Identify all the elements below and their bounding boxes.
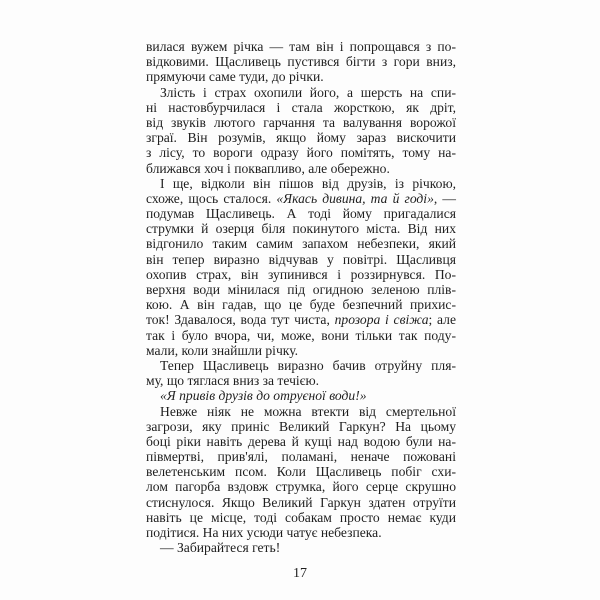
text-segment: струмки й озерця біля покинутого міста. Від них [146,221,456,237]
text-segment: стиснулося. Якщо Великий Гаркун здатен отруїти [146,494,456,510]
text-segment: загрози, яку приніс Великий Гаркун? На цьому [146,418,456,434]
text-line [146,479,456,494]
text-line [146,312,456,327]
text-line [146,236,456,251]
text-segment: мали, коли знайшли річку. [146,342,299,358]
text-line [146,525,456,540]
text-segment: верхня води мінилася під огидною зеленою плів- [146,282,456,297]
italic-text: «Якась дивина, та й годі» [276,190,434,206]
text-line [146,54,456,69]
text-segment: так і було вчора, чи, може, вони тільки так поду- [146,327,456,343]
text-line [146,130,456,145]
text-line [146,419,456,434]
text-segment: від звуків лютого гарчання та валування ворожої [146,114,456,130]
text-line [146,540,456,555]
text-segment: відковими. Щасливець пустився бігти з гори вниз, [146,54,456,70]
text-segment: вилася вужем річка — там він і попрощався з по- [146,39,456,54]
text-segment: з лісу, то вороги одразу його помітять, тому на- [146,145,456,161]
text-segment: боці ріки навіть дерева й кущі над водою були на- [146,433,456,449]
text-segment: відгонило таким самим запахом небезпеки, який [146,236,456,252]
text-line [146,510,456,525]
text-segment: Невже ніяк не можна втекти від смертельної [160,403,456,419]
text-line [146,328,456,343]
text-segment: , — [433,190,457,206]
text-segment: навіть це місце, тоді собакам просто немає куди [146,509,456,525]
text-line [146,464,456,479]
text-segment: ток! Здавалося, вода тут чиста, [146,312,335,328]
italic-text: прозора і свіжа [334,312,429,328]
text-line [146,145,456,160]
text-line [146,176,456,191]
text-line [146,221,456,236]
text-segment: ні настовбурчилася і стала жорсткою, як дріт, [146,99,456,115]
text-line [146,434,456,449]
text-line [146,39,456,54]
text-segment: ; але [428,312,456,328]
text-segment: прямуючи саме туди, до річки. [146,69,324,85]
text-line [146,100,456,115]
text-line [146,282,456,297]
text-line [146,388,456,403]
text-line [146,252,456,267]
text-line [146,191,456,206]
page-body-text [146,39,456,555]
text-line [146,267,456,282]
text-line [146,85,456,100]
text-segment: — Забирайтеся геть! [160,540,281,556]
italic-text: «Я привів друзів до отруєної води!» [160,388,367,404]
text-segment: охопив страх, він зупинився і роззирнувся. По- [146,266,456,282]
text-line [146,373,456,388]
text-segment: лом пагорба вздовж струмка, його серце скрушно [146,479,456,495]
text-line [146,343,456,358]
text-line [146,161,456,176]
text-segment: велетенським псом. Коли Щасливець побіг схи- [146,464,456,480]
text-line [146,115,456,130]
text-segment: Тепер Щасливець виразно бачив отруйну пля- [160,357,456,373]
text-segment: подумав Щасливець. А тоді йому пригадалися [146,206,456,222]
text-segment: зграї. Він розумів, якщо йому зараз вискочити [146,130,456,146]
text-segment: схоже, щось сталося. [146,190,277,206]
text-line [146,495,456,510]
text-segment: він тепер виразно відчував у повітрі. Щасливця [146,251,456,267]
text-segment: Злість і страх охопили його, а шерсть на спи- [160,84,456,100]
text-line [146,358,456,373]
text-segment: півмертві, прив'ялі, поламані, неначе пожовані [146,449,456,465]
text-segment: ближався хоч і поквапливо, але обережно. [146,160,390,176]
text-line [146,206,456,221]
text-line [146,404,456,419]
text-line [146,69,456,84]
text-segment: му, що тяглася вниз за течією. [146,373,320,389]
text-segment: подітися. На них усюди чатує небезпека. [146,525,382,540]
text-line [146,449,456,464]
text-line [146,297,456,312]
text-segment: кою. А він гадав, що це буде безпечний прихис- [146,297,456,313]
page-number: 17 [293,566,307,581]
text-segment: І ще, відколи він пішов від друзів, із річкою, [160,175,456,191]
